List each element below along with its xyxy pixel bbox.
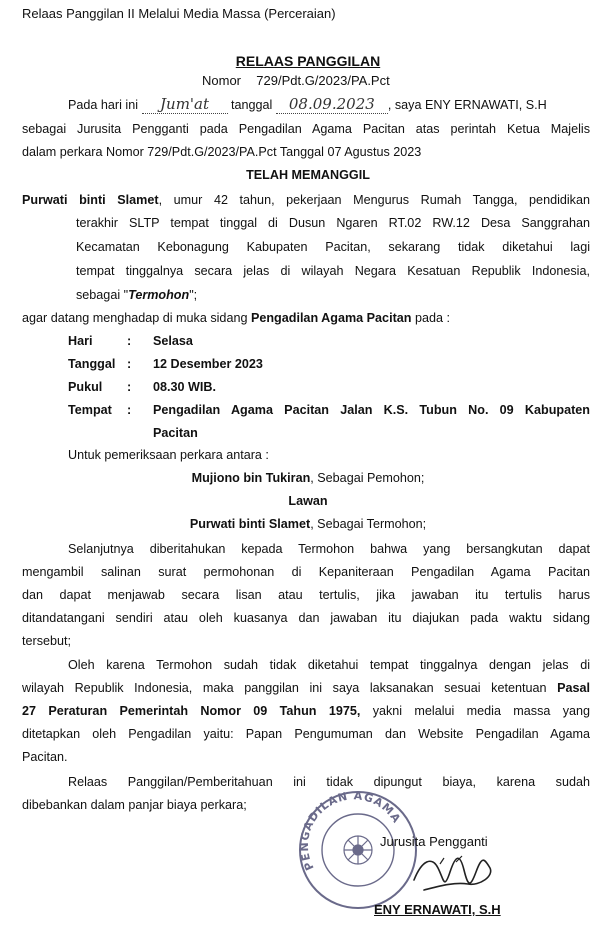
signatory-name: ENY ERNAWATI, S.H	[374, 902, 501, 917]
pemohon-name: Mujiono bin Tukiran	[191, 471, 311, 485]
handwritten-day: Jum'at	[142, 95, 228, 114]
respondent-line-3: Kecamatan Kebonagung Kabupaten Pacitan, sekarang tidak diketahui lagi	[76, 240, 590, 254]
legal-reference: Pasal	[557, 681, 590, 695]
stamp-emblem-icon	[344, 836, 372, 864]
schedule-value-tempat-2: Pacitan	[153, 426, 198, 440]
intro-line-3: dalam perkara Nomor 729/Pdt.G/2023/PA.Pct Tanggal 07 Agustus 2023	[22, 145, 422, 159]
respondent-line-5	[76, 286, 197, 304]
respondent-text: , umur 42 tahun, pekerjaan Mengurus Rumah Tangga, pendidikan	[158, 193, 590, 207]
para1-line-5: tersebut;	[22, 634, 72, 648]
respondent-text: ";	[189, 288, 198, 302]
signatory-role: Jurusita Pengganti	[380, 834, 488, 849]
handwritten-signature	[410, 850, 500, 896]
schedule-colon: :	[127, 380, 132, 394]
respondent-text: sebagai "	[76, 288, 129, 302]
intro-text: tanggal	[231, 98, 273, 112]
case-number-value: 729/Pdt.G/2023/PA.Pct	[256, 73, 390, 88]
pemeriksaan-line: Untuk pemeriksaan perkara antara :	[68, 448, 269, 462]
pemohon-role: , Sebagai Pemohon;	[310, 471, 425, 485]
termohon-name: Purwati binti Slamet	[189, 517, 311, 531]
respondent-role: Termohon	[128, 288, 190, 302]
lawan-label: Lawan	[288, 494, 328, 508]
schedule-colon: :	[127, 334, 132, 348]
para1-line-3: dan dapat menjawab secara lisan atau tertulis, jika jawaban itu tertulis harus	[22, 588, 590, 602]
schedule-label-hari: Hari	[68, 334, 93, 348]
agar-text: pada :	[414, 311, 450, 325]
schedule-value-tanggal: 12 Desember 2023	[153, 357, 263, 371]
handwritten-date: 08.09.2023	[276, 95, 388, 114]
header-caption: Relaas Panggilan II Melalui Media Massa (Perceraian)	[22, 6, 336, 21]
para2-line-5: Pacitan.	[22, 750, 68, 764]
intro-line-1	[68, 95, 547, 114]
termohon-role: , Sebagai Termohon;	[310, 517, 427, 531]
case-number-label: Nomor	[202, 73, 242, 88]
respondent-line-2: terakhir SLTP tempat tinggal di Dusun Ngaren RT.02 RW.12 Desa Sanggrahan	[76, 216, 590, 230]
para1-line-4: ditandatangani sendiri atau oleh kuasanya dan jawaban itu diajukan pada waktu sidang	[22, 611, 590, 625]
document-title: RELAAS PANGGILAN	[235, 53, 381, 69]
para2-text: yakni melalui media massa yang	[372, 704, 591, 718]
schedule-value-tempat: Pengadilan Agama Pacitan Jalan K.S. Tubun No. 09 Kabupaten	[153, 403, 590, 417]
party-termohon	[0, 515, 616, 533]
para3-line-1: Relaas Panggilan/Pemberitahuan ini tidak dipungut biaya, karena sudah	[68, 775, 590, 789]
schedule-label-tempat: Tempat	[68, 403, 112, 417]
stamp-text: PENGADILAN AGAMA	[297, 789, 404, 873]
schedule-label-tanggal: Tanggal	[68, 357, 116, 371]
respondent-name: Purwati binti Slamet	[22, 193, 159, 207]
schedule-label-pukul: Pukul	[68, 380, 103, 394]
para2-line-2	[22, 679, 590, 697]
agar-line	[22, 309, 450, 327]
party-pemohon	[0, 469, 616, 487]
para2-line-1: Oleh karena Termohon sudah tidak diketahui tempat tinggalnya dengan jelas di	[68, 658, 590, 672]
schedule-value-pukul: 08.30 WIB.	[153, 380, 216, 394]
legal-reference: 27 Peraturan Pemerintah Nomor 09 Tahun 1975,	[22, 704, 361, 718]
intro-text: , saya ENY ERNAWATI, S.H	[387, 98, 547, 112]
para1-line-2: mengambil salinan surat permohonan di Kepaniteraan Pengadilan Agama Pacitan	[22, 565, 590, 579]
case-number	[202, 73, 390, 88]
agar-text: agar datang menghadap di muka sidang	[22, 311, 248, 325]
schedule-colon: :	[127, 357, 132, 371]
official-stamp	[296, 788, 420, 912]
respondent-line-4: tempat tinggalnya secara jelas di wilayah Negara Kesatuan Republik Indonesia,	[76, 264, 590, 278]
intro-line-2: sebagai Jurusita Pengganti pada Pengadilan Agama Pacitan atas perintah Ketua Majelis	[22, 122, 590, 136]
intro-text: Pada hari ini	[68, 98, 139, 112]
telah-memanggil-heading: TELAH MEMANGGIL	[246, 168, 370, 182]
para1-line-1: Selanjutnya diberitahukan kepada Termohon bahwa yang bersangkutan dapat	[68, 542, 590, 556]
para2-line-3	[22, 702, 590, 720]
schedule-value-hari: Selasa	[153, 334, 193, 348]
para2-text: wilayah Republik Indonesia, maka panggilan ini saya laksanakan sesuai ketentuan	[22, 681, 547, 695]
para2-line-4: ditetapkan oleh Pengadilan yaitu: Papan Pengumuman dan Website Pengadilan Agama	[22, 727, 590, 741]
respondent-line-1	[22, 191, 590, 209]
para3-line-2: dibebankan dalam panjar biaya perkara;	[22, 798, 247, 812]
schedule-colon: :	[127, 403, 132, 417]
court-name: Pengadilan Agama Pacitan	[250, 311, 412, 325]
